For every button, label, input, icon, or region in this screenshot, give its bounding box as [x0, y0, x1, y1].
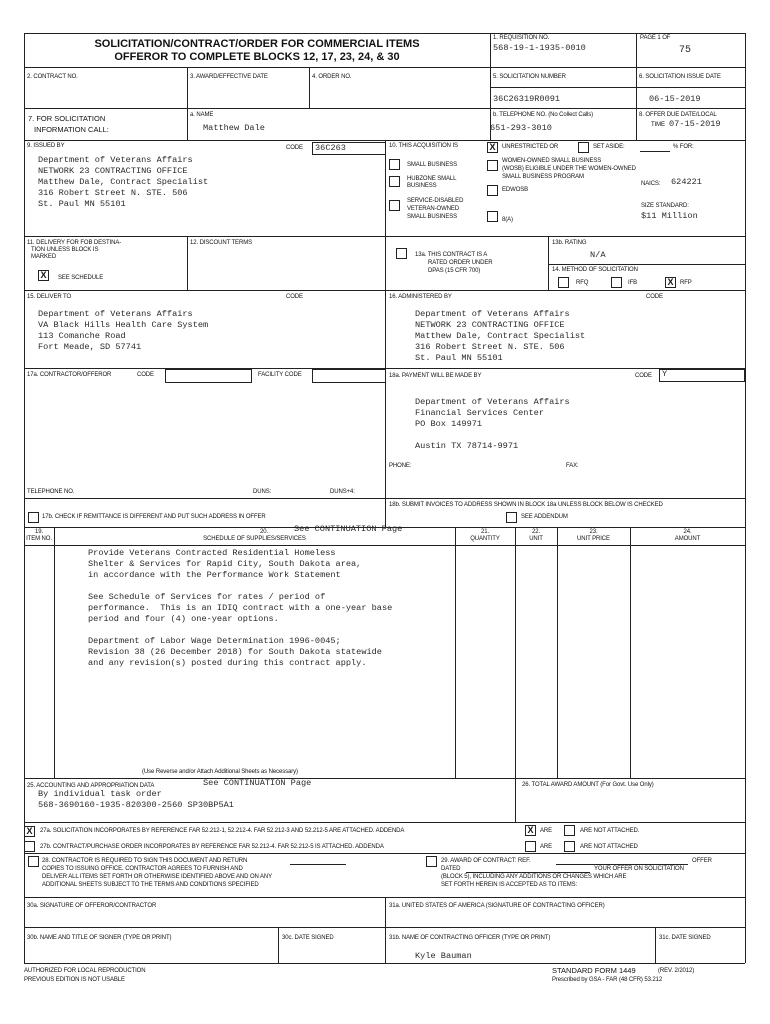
naics-label: NAICS:: [641, 181, 661, 187]
officer-date-signed-label: 31c. DATE SIGNED: [659, 935, 711, 941]
issued-by-address: Department of Veterans Affairs NETWORK 23 CONTRACTING OFFICE Matthew Dale, Contract Specialist 316 Robert Street N. STE. 506 St. Paul MN 55101: [38, 155, 209, 209]
issued-by-code-box[interactable]: [312, 142, 386, 155]
wosb-label-1: WOMEN-OWNED SMALL BUSINESS: [502, 158, 602, 164]
facility-code-field[interactable]: [312, 369, 386, 383]
administered-by-code-label: CODE: [646, 294, 663, 300]
administered-by-address: Department of Veterans Affairs NETWORK 23 CONTRACTING OFFICE Matthew Dale, Contract Specialist 316 Robert Street N. STE. 506 St. Paul MN 55101: [415, 309, 586, 363]
contract-addenda-are-not-checkbox[interactable]: [564, 841, 575, 852]
total-award-label: 26. TOTAL AWARD AMOUNT (For Govt. Use Only): [522, 782, 654, 788]
contracting-officer-name-label: 31b. NAME OF CONTRACTING OFFICER (TYPE OR PRINT): [389, 935, 551, 941]
submit-invoices-label: 18b. SUBMIT INVOICES TO ADDRESS SHOWN IN BLOCK 18a UNLESS BLOCK BELOW IS CHECKED: [389, 502, 663, 508]
see-schedule-checkbox[interactable]: [38, 270, 49, 281]
award-dated-line: [466, 872, 590, 873]
addenda-are-not-checkbox[interactable]: [564, 825, 575, 836]
contracting-officer-signature-label: 31a. UNITED STATES OF AMERICA (SIGNATURE OF CONTRACTING OFFICER): [389, 903, 605, 909]
offeror-date-signed-label: 30c. DATE SIGNED: [282, 935, 334, 941]
edwosb-label: EDWOSB: [502, 187, 529, 193]
col-schedule: SCHEDULE OF SUPPLIES/SERVICES: [203, 536, 306, 542]
contract-no-label: 2. CONTRACT NO.: [27, 74, 78, 80]
form-number: STANDARD FORM 1449: [552, 966, 636, 975]
rfp-checkbox[interactable]: [665, 277, 676, 288]
col-quantity: QUANTITY: [470, 536, 500, 542]
addenda-are-check-mark: X: [527, 825, 534, 835]
contracting-officer-name: Kyle Bauman: [415, 951, 472, 961]
edwosb-checkbox[interactable]: [487, 185, 498, 196]
award-date-label: 3. AWARD/EFFECTIVE DATE: [190, 74, 268, 80]
set-aside-checkbox[interactable]: [578, 142, 589, 153]
form-title-line1: SOLICITATION/CONTRACT/ORDER FOR COMMERCIAL ITEMS: [94, 38, 420, 50]
col-item-no: ITEM NO.: [26, 536, 52, 542]
size-standard: $11 Million: [641, 211, 698, 221]
copies-count-line: [290, 864, 346, 865]
offer-due-date: 07-15-2019: [669, 119, 721, 129]
payment-address: Department of Veterans Affairs Financial Services Center PO Box 149971 Austin TX 78714-9971: [415, 397, 570, 451]
col-item-no-num: 19.: [34, 529, 44, 535]
col-unit-num: 22.: [531, 529, 541, 535]
set-aside-pct-line: [640, 151, 670, 152]
small-business-label: SMALL BUSINESS: [407, 162, 458, 168]
issued-by-label: 9. ISSUED BY: [27, 143, 65, 149]
issue-date: 06-15-2019: [649, 94, 701, 104]
col-unit-price-num: 23.: [589, 529, 598, 535]
contact-name: Matthew Dale: [203, 123, 265, 133]
award-your-offer-label: YOUR OFFER ON SOLICITATION: [594, 866, 684, 872]
previous-edition-note: PREVIOUS EDITION IS NOT USABLE: [24, 977, 125, 983]
issue-date-label: 6. SOLICITATION ISSUE DATE: [639, 74, 721, 80]
col-quantity-num: 21.: [480, 529, 490, 535]
contractor-telephone-label: TELEPHONE NO.: [27, 489, 75, 495]
rfp-check-mark: X: [667, 277, 674, 287]
page-label: PAGE 1 OF: [640, 35, 671, 41]
rfp-label: RFP: [680, 280, 692, 286]
set-aside-label: SET ASIDE:: [593, 144, 625, 150]
issued-by-code-label: CODE: [286, 145, 303, 151]
contract-incorporates-checkbox[interactable]: [24, 841, 35, 852]
wosb-label-2: (WOSB) ELIGIBLE UNDER THE WOMEN-OWNED: [502, 166, 636, 172]
hubzone-label-2: BUSINESS: [407, 183, 437, 189]
small-business-checkbox[interactable]: [389, 159, 400, 170]
payment-code-label: CODE: [635, 373, 652, 379]
award-ref-line: [556, 864, 688, 865]
accounting-see: See CONTINUATION Page: [203, 778, 312, 788]
payment-phone-label: PHONE:: [389, 463, 412, 469]
form-title-line2: OFFEROR TO COMPLETE BLOCKS 12, 17, 23, 24, & 30: [114, 51, 400, 63]
requisition-label: 1. REQUISITION NO.: [493, 35, 550, 41]
rated-order-label-3: DPAS (15 CFR 700): [428, 268, 481, 274]
order-no-label: 4. ORDER NO.: [312, 74, 352, 80]
award-of-contract-checkbox[interactable]: [426, 856, 437, 867]
col-amount-num: 24.: [683, 529, 692, 535]
eight-a-checkbox[interactable]: [487, 211, 498, 222]
rfq-checkbox[interactable]: [558, 277, 569, 288]
deliver-to-label: 15. DELIVER TO: [27, 294, 72, 300]
addenda-are-not-label: ARE NOT ATTACHED.: [580, 828, 640, 834]
accounting-label: 25. ACCOUNTING AND APPROPRIATION DATA: [27, 783, 155, 789]
duns4-label: DUNS+4:: [330, 489, 355, 495]
name-label: a. NAME: [190, 112, 214, 118]
contract-addenda-are-checkbox[interactable]: [525, 841, 536, 852]
award-of-contract-line3: (BLOCK 5), INCLUDING ANY ADDITIONS OR CHANGES WHICH ARE: [441, 874, 627, 880]
offer-due-time-label: TIME: [651, 122, 665, 128]
contractor-sign-checkbox[interactable]: [28, 856, 39, 867]
remittance-checkbox[interactable]: [28, 512, 39, 523]
eight-a-label: 8(A): [502, 217, 513, 223]
prescribed-by: Prescribed by GSA - FAR (48 CFR) 53.212: [552, 977, 663, 983]
col-schedule-num: 20.: [260, 529, 269, 535]
delivery-label-2: TION UNLESS BLOCK IS: [31, 247, 99, 253]
award-offer-label: OFFER: [692, 858, 712, 864]
contract-addenda-are-not-label: ARE NOT ATTACHED: [580, 844, 638, 850]
addenda-are-checkbox[interactable]: [525, 825, 536, 836]
payment-by-label: 18a. PAYMENT WILL BE MADE BY: [389, 373, 482, 379]
solicitation-incorporates-checkbox[interactable]: [24, 826, 35, 837]
contractor-sign-line4: ADDITIONAL SHEETS SUBJECT TO THE TERMS AND CONDITIONS SPECIFIED: [42, 882, 259, 888]
schedule-description: Provide Veterans Contracted Residential Homeless Shelter & Services for Rapid City, South Dakota area, in accordance with the Performance Work Statement See Schedule of Services for rates / period of performance. This is an IDIQ contract with a one-year base period and four (4) one-year options. Department of Labor Wage Determination 1996-0045; Revision 38 (26 December 2018) for South Dakota statewide and any revision(s) posted during this contract apply.: [88, 548, 393, 668]
offer-due-label: 8. OFFER DUE DATE/LOCAL: [639, 112, 717, 118]
hubzone-checkbox[interactable]: [389, 176, 400, 187]
solicitation-number-label: 5. SOLICITATION NUMBER: [493, 74, 566, 80]
page-count: 75: [679, 45, 692, 56]
unrestricted-checkbox[interactable]: [487, 142, 498, 153]
solicitation-number: 36C26319R0091: [493, 94, 561, 104]
col-unit: UNIT: [529, 536, 543, 542]
solicitation-incorporates-label: 27a. SOLICITATION INCORPORATES BY REFERENCE FAR 52.212-1, 52.212-4. FAR 52.212-3 AND 52.212-5 ARE ATTACHED. ADDENDA: [40, 828, 405, 834]
wosb-checkbox[interactable]: [487, 160, 498, 171]
offeror-signature-label: 30a. SIGNATURE OF OFFEROR/CONTRACTOR: [27, 903, 157, 909]
issued-by-code: 36C263: [315, 143, 346, 153]
sdvosb-label-1: SERVICE-DISABLED: [407, 198, 464, 204]
rfq-label: RFQ: [576, 280, 589, 286]
hubzone-label-1: HUBZONE SMALL: [407, 176, 457, 182]
info-call-label-2: INFORMATION CALL:: [34, 125, 109, 134]
col-schedule-see: See CONTINUATION Page: [294, 524, 403, 534]
local-reproduction-note: AUTHORIZED FOR LOCAL REPRODUCTION: [24, 968, 146, 974]
addenda-are-label: ARE: [540, 828, 553, 834]
see-schedule-label: SEE SCHEDULE: [58, 275, 104, 281]
contract-incorporates-label: 27b. CONTRACT/PURCHASE ORDER INCORPORATES BY REFERENCE FAR 52.212-4. FAR 52.212-5 IS ATTACHED. ADDENDA: [40, 844, 384, 850]
solicitation-incorporates-check-mark: X: [26, 826, 33, 836]
award-of-contract-line4: SET FORTH HEREIN IS ACCEPTED AS TO ITEMS:: [441, 882, 578, 888]
unrestricted-label: UNRESTRICTED OR: [502, 144, 559, 150]
remittance-label: 17b. CHECK IF REMITTANCE IS DIFFERENT AND PUT SUCH ADDRESS IN OFFER: [42, 514, 266, 520]
sdvosb-label-3: SMALL BUSINESS: [407, 214, 458, 220]
rated-order-label-2: RATED ORDER UNDER: [428, 260, 493, 266]
duns-label: DUNS:: [253, 489, 272, 495]
col-unit-price: UNIT PRICE: [577, 536, 610, 542]
payment-code: Y: [662, 369, 668, 379]
telephone-label: b. TELEPHONE NO. (No Collect Calls): [493, 112, 594, 118]
col-amount: AMOUNT: [674, 536, 701, 542]
payment-code-box[interactable]: [659, 369, 745, 382]
ifb-checkbox[interactable]: [611, 277, 622, 288]
addendum-checkbox[interactable]: [506, 512, 517, 523]
see-schedule-check-mark: X: [40, 270, 47, 280]
award-dated-label: DATED: [441, 866, 461, 872]
reverse-note: (Use Reverse and/or Attach Additional Sheets as Necessary): [142, 769, 298, 775]
accounting-data: By individual task order 568-3690160-1935-820300-2560 SP30BP5A1: [38, 789, 234, 810]
pct-for-label: % FOR:: [673, 144, 694, 150]
solicitation-method-label: 14. METHOD OF SOLICITATION: [552, 267, 638, 273]
deliver-to-address: Department of Veterans Affairs VA Black Hills Health Care System 113 Comanche Road Fort Meade, SD 57741: [38, 309, 209, 352]
contact-phone: 651-293-3010: [490, 123, 552, 133]
rated-order-label-1: 13a. THIS CONTRACT IS A: [415, 252, 488, 258]
naics-code: 624221: [671, 177, 702, 187]
sdvosb-checkbox[interactable]: [389, 200, 400, 211]
requisition-value: 568-19-1-1935-0010: [493, 43, 586, 53]
info-call-label-1: 7. FOR SOLICITATION: [28, 114, 106, 123]
contractor-code-label: CODE: [137, 372, 154, 378]
size-standard-label: SIZE STANDARD:: [641, 203, 689, 209]
delivery-label-1: 11. DELIVERY FOR FOB DESTINA-: [27, 240, 122, 246]
addendum-label: SEE ADDENDUM: [521, 514, 568, 520]
delivery-label-3: MARKED: [31, 254, 57, 260]
discount-terms-label: 12. DISCOUNT TERMS: [190, 240, 252, 246]
contractor-label: 17a. CONTRACTOR/OFFEROR: [27, 372, 112, 378]
facility-code-label: FACILITY CODE: [258, 372, 302, 378]
signer-name-label: 30b. NAME AND TITLE OF SIGNER (TYPE OR PRINT): [27, 935, 172, 941]
ifb-label: IFB: [628, 280, 638, 286]
contractor-sign-line1: 28. CONTRACTOR IS REQUIRED TO SIGN THIS DOCUMENT AND RETURN: [42, 858, 248, 864]
form-revision: (REV. 2/2012): [658, 968, 695, 974]
acquisition-label: 10. THIS ACQUISITION IS: [389, 143, 458, 149]
contract-addenda-are-label: ARE: [540, 844, 553, 850]
award-of-contract-line1: 29. AWARD OF CONTRACT: REF.: [441, 858, 531, 864]
contractor-sign-line3: DELIVER ALL ITEMS SET FORTH OR OTHERWISE IDENTIFIED ABOVE AND ON ANY: [42, 874, 273, 880]
wosb-label-3: SMALL BUSINESS PROGRAM: [502, 174, 584, 180]
rated-order-checkbox[interactable]: [396, 248, 407, 259]
administered-by-label: 16. ADMINISTERED BY: [389, 294, 452, 300]
payment-fax-label: FAX:: [566, 463, 579, 469]
sdvosb-label-2: VETERAN-OWNED: [407, 206, 460, 212]
unrestricted-check-mark: X: [489, 142, 496, 152]
contractor-sign-line2: COPIES TO ISSUING OFFICE. CONTRACTOR AGREES TO FURNISH AND: [42, 866, 243, 872]
rating-label: 13b. RATING: [552, 240, 587, 246]
deliver-to-code-label: CODE: [286, 294, 303, 300]
rating-value: N/A: [590, 250, 606, 260]
contractor-code-field[interactable]: [165, 369, 252, 383]
